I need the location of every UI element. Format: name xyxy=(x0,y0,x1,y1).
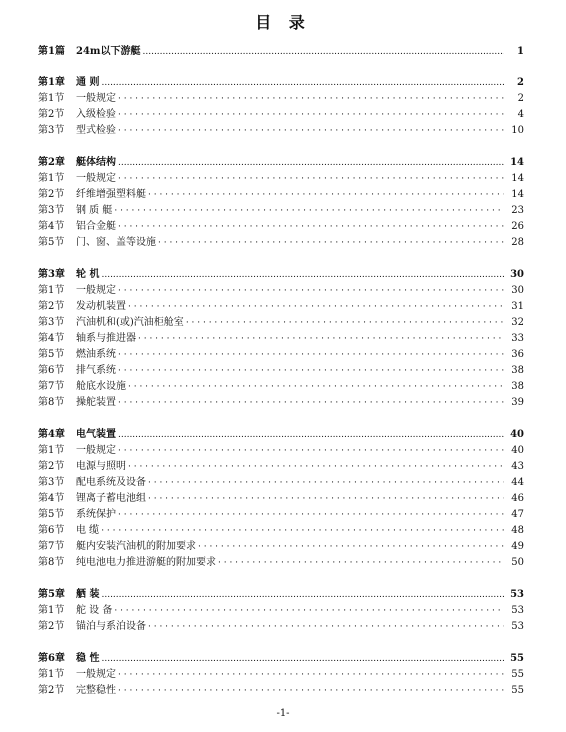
toc-page-number: 40 xyxy=(511,445,524,456)
toc-entry-title: 电源与照明 xyxy=(76,461,126,472)
dot-leader xyxy=(118,683,504,699)
dot-leader xyxy=(101,75,504,91)
toc-section-row[interactable] xyxy=(38,667,524,683)
toc-section-row[interactable] xyxy=(38,171,524,187)
page-number-footer: -1- xyxy=(276,708,290,719)
toc-section-row[interactable] xyxy=(38,555,524,571)
dot-leader xyxy=(118,443,504,459)
toc-section-row[interactable] xyxy=(38,347,524,363)
toc-part-row[interactable] xyxy=(38,44,524,60)
dot-leader xyxy=(158,235,504,251)
dot-leader xyxy=(128,459,504,475)
toc-section-row[interactable] xyxy=(38,491,524,507)
dot-leader xyxy=(118,667,504,683)
toc-entry-title: 汽油机和(或)汽油柜舱室 xyxy=(76,317,184,328)
toc-page-number: 23 xyxy=(511,205,524,216)
toc-page-number: 39 xyxy=(511,397,524,408)
toc-entry-number: 第4节 xyxy=(38,333,65,344)
toc-entry-title: 轮 机 xyxy=(76,269,100,280)
toc-page-number: 30 xyxy=(510,269,524,280)
dot-leader xyxy=(198,539,504,555)
dot-leader xyxy=(118,347,504,363)
toc-entry-number: 第3章 xyxy=(38,269,65,280)
toc-entry-title: 铝合金艇 xyxy=(76,221,116,232)
toc-entry-title: 发动机装置 xyxy=(76,301,126,312)
toc-entry-number: 第2章 xyxy=(38,157,65,168)
toc-entry-number: 第3节 xyxy=(38,477,65,488)
toc-entry-number: 第4章 xyxy=(38,429,65,440)
toc-page-number: 48 xyxy=(511,525,524,536)
toc-entry-title: 锂离子蓄电池组 xyxy=(76,493,146,504)
toc-entry-title: 钢 质 艇 xyxy=(76,205,113,216)
dot-leader xyxy=(118,283,504,299)
toc-section-row[interactable] xyxy=(38,459,524,475)
toc-page-number: 40 xyxy=(510,429,524,440)
toc-page-number: 26 xyxy=(511,221,524,232)
toc-entry-title: 电气装置 xyxy=(76,429,116,440)
dot-leader xyxy=(118,395,504,411)
toc-section-row[interactable] xyxy=(38,107,524,123)
toc-chapter-row[interactable] xyxy=(38,267,524,283)
dot-leader xyxy=(114,203,504,219)
toc-page-number: 2 xyxy=(517,93,524,104)
toc-section-row[interactable] xyxy=(38,523,524,539)
dot-leader xyxy=(143,44,505,60)
toc-page-number: 14 xyxy=(511,189,524,200)
toc-page-number: 14 xyxy=(511,173,524,184)
dot-leader xyxy=(118,363,504,379)
toc-section-row[interactable] xyxy=(38,507,524,523)
toc-page-number: 33 xyxy=(511,333,524,344)
toc-entry-title: 一般规定 xyxy=(76,173,116,184)
toc-chapter-row[interactable] xyxy=(38,155,524,171)
toc-entry-number: 第6节 xyxy=(38,525,65,536)
toc-page-number: 2 xyxy=(517,77,524,88)
toc-entry-title: 型式检验 xyxy=(76,125,116,136)
toc-entry-number: 第1节 xyxy=(38,173,65,184)
toc-entry-number: 第8节 xyxy=(38,397,65,408)
toc-page-number: 1 xyxy=(517,46,524,57)
toc-page-number: 28 xyxy=(511,237,524,248)
toc-entry-number: 第1节 xyxy=(38,285,65,296)
dot-leader xyxy=(148,187,504,203)
toc-page-number: 43 xyxy=(511,461,524,472)
toc-entry-title: 完整稳性 xyxy=(76,685,116,696)
dot-leader xyxy=(118,427,504,443)
dot-leader xyxy=(118,123,504,139)
toc-page-number: 53 xyxy=(511,621,524,632)
table-of-contents xyxy=(38,44,524,699)
toc-page-number: 46 xyxy=(511,493,524,504)
dot-leader xyxy=(148,619,504,635)
toc-entry-number: 第3节 xyxy=(38,205,65,216)
toc-section-row[interactable] xyxy=(38,475,524,491)
toc-page-number: 55 xyxy=(511,669,524,680)
toc-section-row[interactable] xyxy=(38,283,524,299)
toc-section-row[interactable] xyxy=(38,299,524,315)
toc-entry-number: 第1节 xyxy=(38,445,65,456)
dot-leader xyxy=(118,91,504,107)
toc-entry-number: 第8节 xyxy=(38,557,65,568)
toc-section-row[interactable] xyxy=(38,203,524,219)
toc-entry-title: 一般规定 xyxy=(76,445,116,456)
toc-chapter-row[interactable] xyxy=(38,587,524,603)
toc-entry-title: 纯电池电力推进游艇的附加要求 xyxy=(76,557,216,568)
toc-entry-title: 24m以下游艇 xyxy=(76,46,141,57)
toc-page-number: 53 xyxy=(510,589,524,600)
toc-entry-title: 稳 性 xyxy=(76,653,100,664)
toc-section-row[interactable] xyxy=(38,235,524,251)
dot-leader xyxy=(101,267,504,283)
toc-entry-title: 舱底水设施 xyxy=(76,381,126,392)
toc-entry-number: 第1章 xyxy=(38,77,65,88)
dot-leader xyxy=(101,651,504,667)
toc-page-number: 47 xyxy=(511,509,524,520)
toc-entry-title: 舵 设 备 xyxy=(76,605,113,616)
toc-entry-number: 第1节 xyxy=(38,605,65,616)
toc-section-row[interactable] xyxy=(38,683,524,699)
toc-entry-title: 锚泊与系泊设备 xyxy=(76,621,146,632)
dot-leader xyxy=(101,523,504,539)
toc-entry-title: 艇内安装汽油机的附加要求 xyxy=(76,541,196,552)
dot-leader xyxy=(186,315,504,331)
toc-entry-number: 第3节 xyxy=(38,317,65,328)
toc-entry-number: 第6节 xyxy=(38,365,65,376)
toc-section-row[interactable] xyxy=(38,363,524,379)
toc-section-row[interactable] xyxy=(38,91,524,107)
toc-page-number: 55 xyxy=(511,685,524,696)
toc-chapter-row[interactable] xyxy=(38,651,524,667)
toc-entry-number: 第1节 xyxy=(38,669,65,680)
toc-entry-number: 第7节 xyxy=(38,541,65,552)
toc-entry-number: 第2节 xyxy=(38,621,65,632)
toc-entry-number: 第1节 xyxy=(38,93,65,104)
toc-entry-title: 艇体结构 xyxy=(76,157,116,168)
toc-entry-number: 第1篇 xyxy=(38,46,65,57)
toc-page-number: 49 xyxy=(511,541,524,552)
toc-entry-title: 电 缆 xyxy=(76,525,100,536)
toc-entry-number: 第2节 xyxy=(38,189,65,200)
toc-page-number: 44 xyxy=(511,477,524,488)
toc-entry-title: 燃油系统 xyxy=(76,349,116,360)
toc-entry-number: 第5节 xyxy=(38,349,65,360)
dot-leader xyxy=(101,587,504,603)
page-title: 目 录 xyxy=(255,13,311,32)
toc-page-number: 30 xyxy=(511,285,524,296)
toc-entry-title: 入级检验 xyxy=(76,109,116,120)
toc-section-row[interactable] xyxy=(38,395,524,411)
toc-page-number: 53 xyxy=(511,605,524,616)
toc-section-row[interactable] xyxy=(38,123,524,139)
dot-leader xyxy=(118,155,504,171)
dot-leader xyxy=(128,379,504,395)
toc-entry-number: 第2节 xyxy=(38,301,65,312)
dot-leader xyxy=(118,219,504,235)
toc-page-number: 55 xyxy=(510,653,524,664)
toc-page-number: 14 xyxy=(510,157,524,168)
dot-leader xyxy=(118,507,504,523)
dot-leader xyxy=(148,475,504,491)
toc-entry-title: 排气系统 xyxy=(76,365,116,376)
toc-page-number: 38 xyxy=(511,381,524,392)
toc-section-row[interactable] xyxy=(38,187,524,203)
dot-leader xyxy=(114,603,504,619)
toc-entry-title: 一般规定 xyxy=(76,669,116,680)
toc-page-number: 38 xyxy=(511,365,524,376)
toc-entry-number: 第2节 xyxy=(38,461,65,472)
toc-section-row[interactable] xyxy=(38,539,524,555)
toc-entry-number: 第5节 xyxy=(38,237,65,248)
toc-chapter-row[interactable] xyxy=(38,427,524,443)
toc-section-row[interactable] xyxy=(38,619,524,635)
dot-leader xyxy=(218,555,504,571)
toc-chapter-row[interactable] xyxy=(38,75,524,91)
dot-leader xyxy=(128,299,504,315)
toc-section-row[interactable] xyxy=(38,603,524,619)
toc-entry-title: 操舵装置 xyxy=(76,397,116,408)
toc-entry-number: 第2节 xyxy=(38,109,65,120)
toc-section-row[interactable] xyxy=(38,331,524,347)
dot-leader xyxy=(118,107,504,123)
toc-page-number: 31 xyxy=(511,301,524,312)
toc-section-row[interactable] xyxy=(38,443,524,459)
toc-entry-title: 门、窗、盖等设施 xyxy=(76,237,156,248)
toc-entry-title: 轴系与推进器 xyxy=(76,333,136,344)
toc-section-row[interactable] xyxy=(38,315,524,331)
toc-entry-number: 第6章 xyxy=(38,653,65,664)
toc-entry-title: 纤维增强塑料艇 xyxy=(76,189,146,200)
toc-entry-title: 通 则 xyxy=(76,77,100,88)
dot-leader xyxy=(138,331,504,347)
toc-entry-number: 第4节 xyxy=(38,493,65,504)
toc-page-number: 10 xyxy=(511,125,524,136)
toc-entry-title: 舾 装 xyxy=(76,589,100,600)
toc-entry-title: 配电系统及设备 xyxy=(76,477,146,488)
toc-page-number: 36 xyxy=(511,349,524,360)
toc-page-number: 50 xyxy=(511,557,524,568)
toc-entry-title: 一般规定 xyxy=(76,93,116,104)
toc-entry-number: 第5章 xyxy=(38,589,65,600)
toc-entry-number: 第5节 xyxy=(38,509,65,520)
toc-page-number: 4 xyxy=(517,109,524,120)
dot-leader xyxy=(148,491,504,507)
toc-section-row[interactable] xyxy=(38,379,524,395)
toc-entry-number: 第4节 xyxy=(38,221,65,232)
toc-section-row[interactable] xyxy=(38,219,524,235)
toc-entry-number: 第7节 xyxy=(38,381,65,392)
toc-entry-title: 系统保护 xyxy=(76,509,116,520)
toc-entry-number: 第2节 xyxy=(38,685,65,696)
toc-page-number: 32 xyxy=(511,317,524,328)
toc-entry-number: 第3节 xyxy=(38,125,65,136)
dot-leader xyxy=(118,171,504,187)
toc-entry-title: 一般规定 xyxy=(76,285,116,296)
